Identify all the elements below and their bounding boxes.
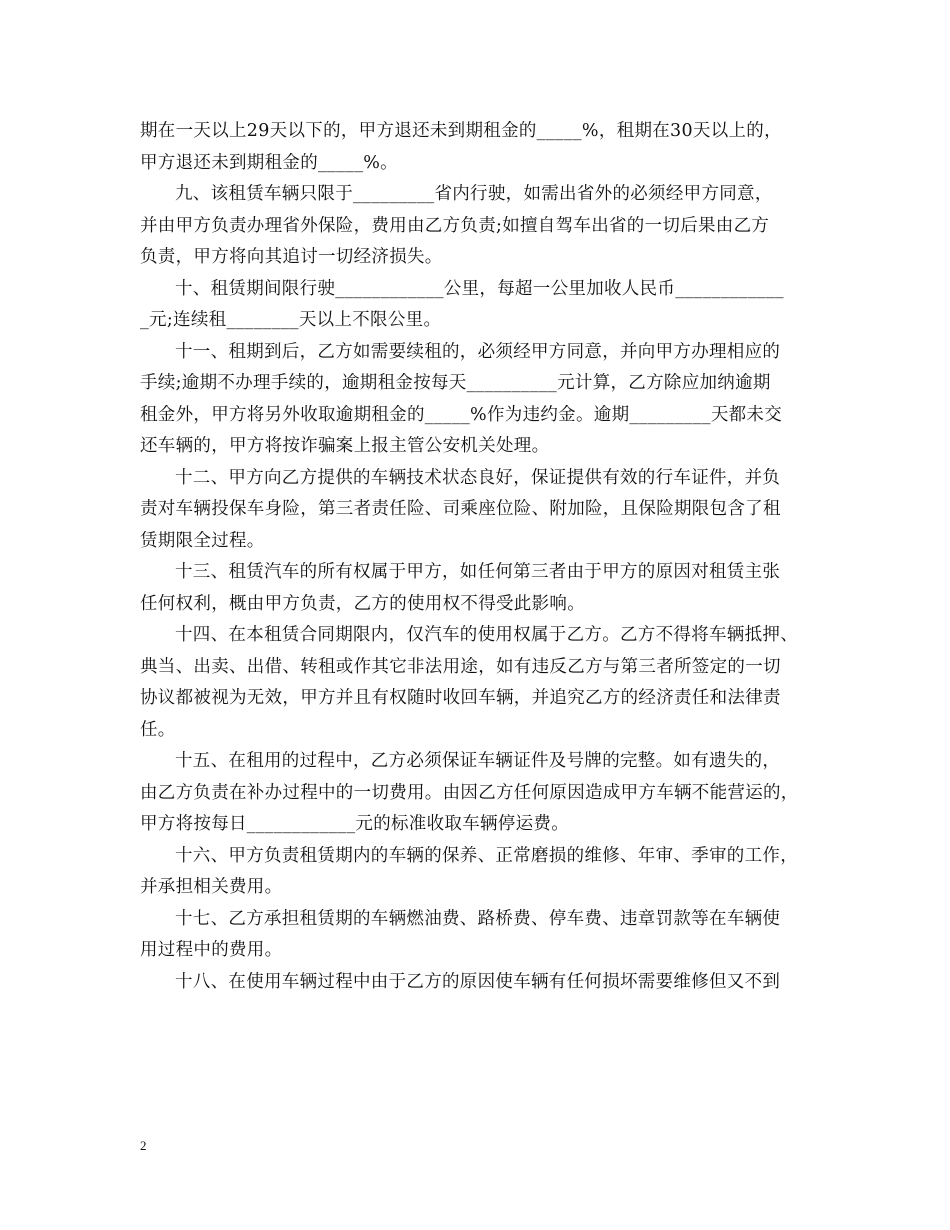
text-line: 期在一天以上29天以下的，甲方退还未到期租金的_____%，租期在30天以上的， xyxy=(140,121,782,141)
text-line: 十、租赁期间限行驶____________公里，每超一公里加收人民币____________ xyxy=(175,278,784,299)
text-line: _元;连续租________天以上不限公里。 xyxy=(140,310,442,330)
text-line: 十三、租赁汽车的所有权属于甲方，如任何第三者由于甲方的原因对租赁主张 xyxy=(175,562,781,582)
text-line: 十五、在租用的过程中，乙方必须保证车辆证件及号牌的完整。如有遗失的， xyxy=(175,751,781,771)
text-line: 十一、租期到后，乙方如需要续租的，必须经甲方同意，并向甲方办理相应的 xyxy=(175,341,781,362)
text-line: 甲方退还未到期租金的_____%。 xyxy=(140,152,398,173)
text-line: 并由甲方负责办理省外保险，费用由乙方负责;如擅自驾车出省的一切后果由乙方 xyxy=(140,215,770,236)
document-body xyxy=(140,116,830,998)
text-line: 任。 xyxy=(140,719,176,740)
text-line: 责对车辆投保车身险，第三者责任险、司乘座位险、附加险，且保险期限包含了租 xyxy=(140,499,781,519)
text-line: 用过程中的费用。 xyxy=(140,940,283,960)
text-line: 任何权利，概由甲方负责，乙方的使用权不得受此影响。 xyxy=(140,593,585,614)
text-line: 协议都被视为无效，甲方并且有权随时收回车辆，并追究乙方的经济责任和法律责 xyxy=(140,688,781,708)
text-line: 十四、在本租赁合同期限内，仅汽车的使用权属于乙方。乙方不得将车辆抵押、 xyxy=(175,625,798,645)
text-line: 十八、在使用车辆过程中由于乙方的原因使车辆有任何损坏需要维修但又不到 xyxy=(175,971,781,992)
text-line: 租金外，甲方将另外收取逾期租金的_____%作为违约金。逾期_________天都未交 xyxy=(140,404,783,425)
text-line: 由乙方负责在补办过程中的一切费用。由因乙方任何原因造成甲方车辆不能营运的， xyxy=(140,782,799,803)
text-line: 典当、出卖、出借、转租或作其它非法用途，如有违反乙方与第三者所签定的一切 xyxy=(140,656,781,677)
text-line: 十七、乙方承担租赁期的车辆燃油费、路桥费、停车费、违章罚款等在车辆使 xyxy=(175,908,781,929)
text-line: 并承担相关费用。 xyxy=(140,877,283,897)
text-line: 手续;逾期不办理手续的，逾期租金按每天__________元计算，乙方除应加纳逾期 xyxy=(140,373,771,393)
text-line: 十六、甲方负责租赁期内的车辆的保养、正常磨损的维修、年审、季审的工作， xyxy=(175,845,798,866)
text-line: 负责，甲方将向其追讨一切经济损失。 xyxy=(140,247,443,267)
text-line: 还车辆的，甲方将按诈骗案上报主管公安机关处理。 xyxy=(140,436,550,456)
page-number: 2 xyxy=(140,1138,147,1153)
text-line: 十二、甲方向乙方提供的车辆技术状态良好，保证提供有效的行车证件，并负 xyxy=(175,467,781,488)
text-line: 九、该租赁车辆只限于_________省内行驶，如需出省外的必须经甲方同意， xyxy=(175,184,773,204)
text-line: 赁期限全过程。 xyxy=(140,530,265,551)
text-line: 甲方将按每日____________元的标准收取车辆停运费。 xyxy=(140,814,569,834)
